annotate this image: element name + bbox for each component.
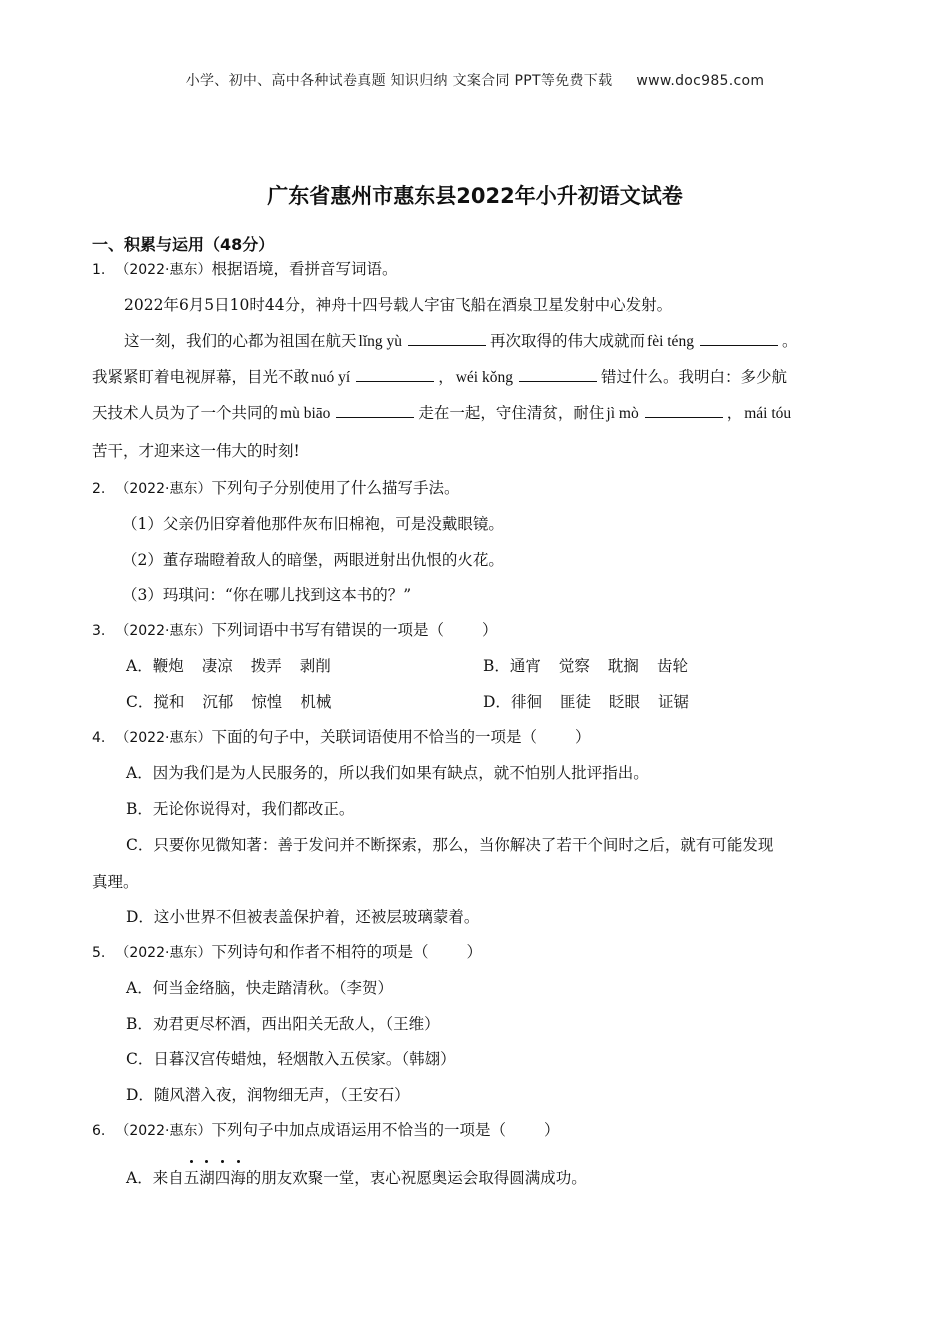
q6-source: （2022·惠东） <box>115 1123 212 1139</box>
q1-text: 走在一起，守住清贫，耐住 <box>418 404 605 422</box>
dotted-char-text: 湖 <box>199 1169 215 1187</box>
q4-stem-text: 下面的句子中，关联词语使用不恰当的一项是（ <box>211 728 537 746</box>
emphasis-dot <box>190 1160 193 1163</box>
q2-stem <box>92 478 459 499</box>
word: 凄凉 <box>201 657 233 675</box>
header-url[interactable]: www.doc985.com <box>636 73 765 89</box>
word: 搅和 <box>153 693 185 711</box>
q5-number: 5. <box>92 945 106 961</box>
word: 剥削 <box>299 657 331 675</box>
q4-option-d[interactable]: D．这小世界不但被表盖保护着，还被层玻璃蒙着。 <box>126 908 480 926</box>
word: 齿轮 <box>656 657 688 675</box>
word: 拨弄 <box>250 657 282 675</box>
q3-option-a[interactable] <box>126 656 349 676</box>
q1-text: 天技术人员为了一个共同的 <box>92 404 279 422</box>
q5-source: （2022·惠东） <box>115 945 212 961</box>
q1-stem-text: 根据语境，看拼音写词语。 <box>211 260 398 278</box>
dotted-char <box>199 1168 215 1188</box>
answer-blank[interactable] <box>645 403 723 418</box>
word: 眨眼 <box>608 693 640 711</box>
answer-blank[interactable] <box>356 367 434 382</box>
pinyin: wéi kǒng <box>455 369 513 386</box>
header-text: 小学、初中、高中各种试卷真题 知识归纳 文案合同 PPT等免费下载 <box>185 73 613 89</box>
q1-text: 错过什么。我明白：多少航 <box>600 368 787 386</box>
q4-stem <box>92 727 590 748</box>
q2-sentence-3: （3）玛琪问：“你在哪儿找到这本书的？” <box>122 586 412 604</box>
word: 耽搁 <box>607 657 639 675</box>
q3-option-d[interactable] <box>483 692 707 712</box>
word: 鞭炮 <box>152 657 184 675</box>
q1-text: 。 <box>781 332 798 350</box>
word: 机械 <box>300 693 332 711</box>
word: 匪徒 <box>559 693 591 711</box>
q1-stem <box>92 259 397 280</box>
q3-stem-text: 下列词语中书写有错误的一项是（ <box>211 621 444 639</box>
q3-option-c[interactable] <box>126 692 349 712</box>
q4-option-c[interactable]: C．只要你见微知著：善于发问并不断探索，那么，当你解决了若干个间时之后，就有可能发现 <box>126 836 774 854</box>
pinyin: nuó yí <box>311 369 351 386</box>
answer-blank[interactable] <box>336 403 414 418</box>
q1-line-2 <box>124 331 797 352</box>
q4-option-a[interactable]: A．因为我们是为人民服务的，所以我们如果有缺点，就不怕别人批评指出。 <box>126 764 649 782</box>
q1-number: 1. <box>92 262 106 278</box>
page-header <box>0 70 950 90</box>
q2-stem-text: 下列句子分别使用了什么描写手法。 <box>211 479 460 497</box>
q2-number: 2. <box>92 481 106 497</box>
dotted-char <box>184 1168 200 1188</box>
dotted-char <box>215 1168 231 1188</box>
q1-line-4 <box>92 403 793 424</box>
emphasis-dot <box>205 1160 208 1163</box>
q3-option-b[interactable] <box>483 656 706 676</box>
q5-stem-text: 下列诗句和作者不相符的项是（ <box>211 943 429 961</box>
q6-option-a[interactable] <box>126 1168 587 1188</box>
word: 沉郁 <box>202 693 234 711</box>
q2-source: （2022·惠东） <box>115 481 212 497</box>
pinyin: mù biāo <box>280 405 331 422</box>
section-heading: 一、积累与运用（48分） <box>92 235 275 254</box>
dotted-char-text: 海 <box>230 1169 246 1187</box>
q6-stem <box>92 1120 559 1141</box>
word: 证锯 <box>657 693 689 711</box>
q5-option-a[interactable]: A．何当金络脑，快走踏清秋。（李贺） <box>126 979 393 997</box>
q1-text: 我紧紧盯着电视屏幕，目光不敢 <box>92 368 310 386</box>
option-label: A． <box>126 657 153 675</box>
emphasis-dot <box>237 1160 240 1163</box>
q1-text: ， <box>726 404 743 422</box>
q6-number: 6. <box>92 1123 106 1139</box>
page-title: 广东省惠州市惠东县2022年小升初语文试卷 <box>267 184 683 208</box>
answer-blank[interactable] <box>408 331 486 346</box>
q4-number: 4. <box>92 730 106 746</box>
option-text: 的朋友欢聚一堂，衷心祝愿奥运会取得圆满成功。 <box>245 1169 587 1187</box>
q2-sentence-2: （2）董存瑞瞪着敌人的暗堡，两眼迸射出仇恨的火花。 <box>122 551 504 569</box>
paren-close: ） <box>574 728 591 746</box>
paren-close: ） <box>543 1121 560 1139</box>
option-label: B． <box>483 657 510 675</box>
q4-source: （2022·惠东） <box>115 730 212 746</box>
word: 通宵 <box>509 657 541 675</box>
option-label: D． <box>483 693 511 711</box>
q2-sentence-1: （1）父亲仍旧穿着他那件灰布旧棉袍，可是没戴眼镜。 <box>122 515 504 533</box>
option-text: A．来自 <box>126 1169 184 1187</box>
option-label: C． <box>126 693 154 711</box>
q4-option-c-cont: 真理。 <box>92 873 139 891</box>
word: 觉察 <box>558 657 590 675</box>
dotted-char-text: 四 <box>214 1169 231 1187</box>
word: 徘徊 <box>510 693 542 711</box>
word: 惊惶 <box>251 693 283 711</box>
q1-line-3 <box>92 367 787 388</box>
answer-blank[interactable] <box>700 331 778 346</box>
q3-stem <box>92 620 497 641</box>
q5-option-d[interactable]: D．随风潜入夜，润物细无声，（王安石） <box>126 1086 410 1104</box>
q4-option-b[interactable]: B．无论你说得对，我们都改正。 <box>126 800 355 818</box>
pinyin: fèi téng <box>647 333 694 350</box>
q1-source: （2022·惠东） <box>115 262 212 278</box>
pinyin: jì mò <box>606 405 639 422</box>
q5-option-b[interactable]: B．劝君更尽杯酒，西出阳关无敌人，（王维） <box>126 1015 440 1033</box>
q3-number: 3. <box>92 623 106 639</box>
answer-blank[interactable] <box>519 367 597 382</box>
q1-line-5: 苦干，才迎来这一伟大的时刻! <box>92 442 300 460</box>
paren-close: ） <box>466 943 482 961</box>
paren-close: ） <box>481 621 498 639</box>
q1-text: 再次取得的伟大成就而 <box>490 332 646 350</box>
q6-stem-text: 下列句子中加点成语运用不恰当的一项是（ <box>211 1121 506 1139</box>
q1-text: 这一刻，我们的心都为祖国在航天 <box>124 332 357 350</box>
q3-source: （2022·惠东） <box>115 623 212 639</box>
q5-stem <box>92 942 482 963</box>
q1-text: ， <box>438 368 454 386</box>
q1-paragraph-1: 2022年6月5日10时44分，神舟十四号载人宇宙飞船在酒泉卫星发射中心发射。 <box>124 296 673 314</box>
dotted-char-text: 五 <box>183 1169 200 1187</box>
pinyin: lǐng yù <box>358 333 403 350</box>
q5-option-c[interactable]: C．日暮汉宫传蜡烛，轻烟散入五侯家。（韩翃） <box>126 1050 456 1068</box>
pinyin: mái tóu <box>744 405 792 422</box>
emphasis-dot <box>221 1160 224 1163</box>
dotted-char <box>230 1168 246 1188</box>
